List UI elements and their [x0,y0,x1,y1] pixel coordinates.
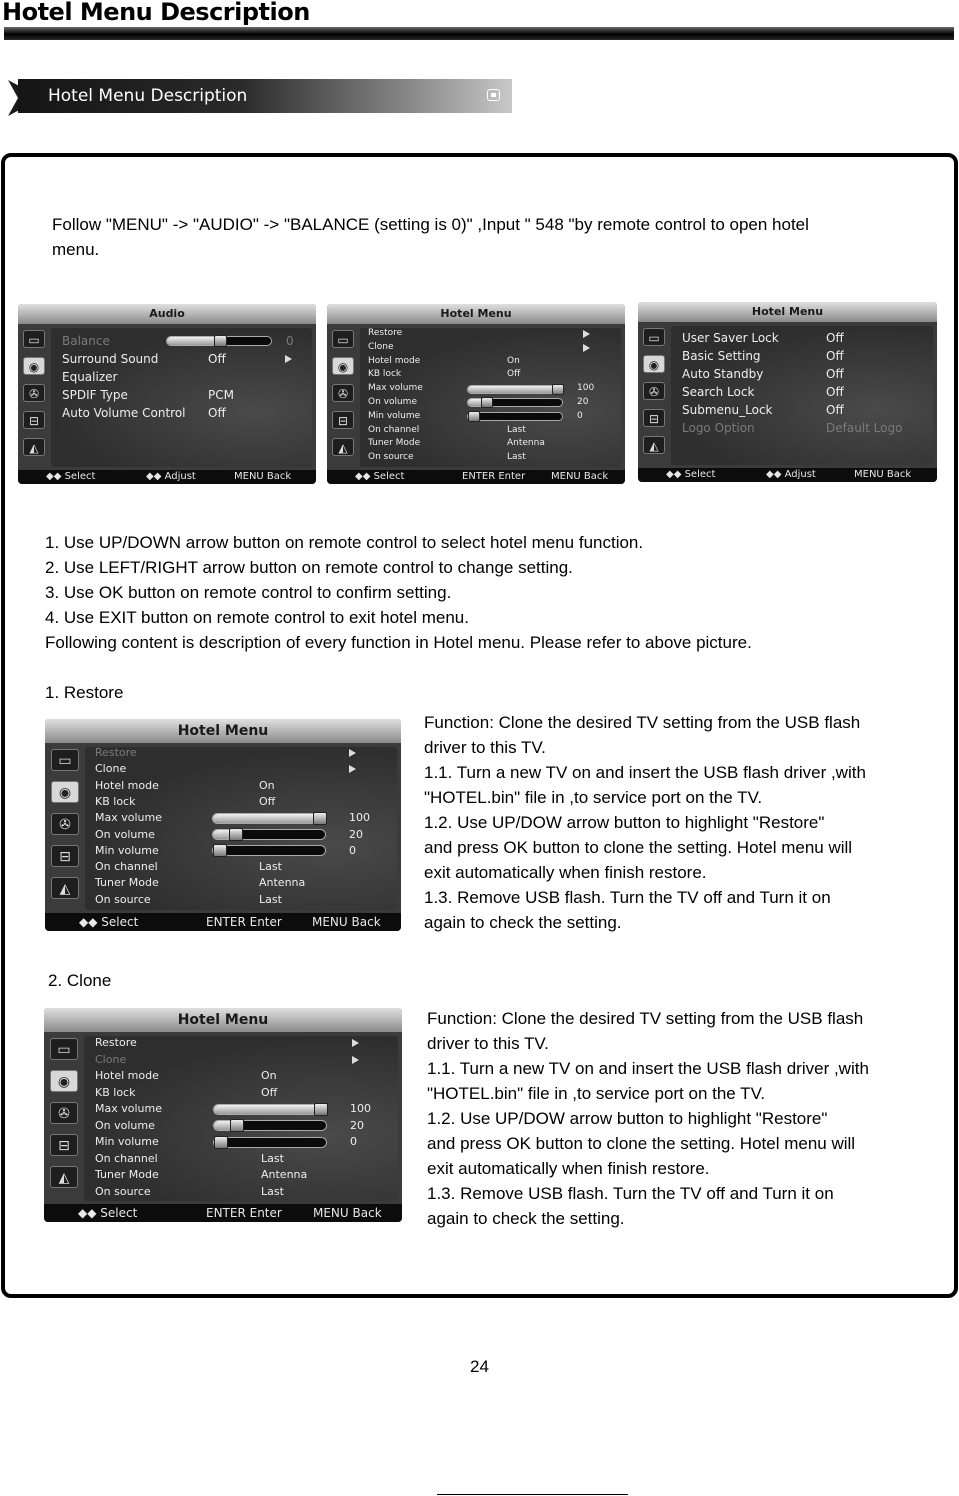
description-line: driver to this TV. [424,738,546,757]
input-icon: ◭ [23,438,45,456]
description-line: again to check the setting. [427,1209,625,1228]
footer-hint: MENU Back [234,471,292,482]
clone-menu-screenshot [44,1008,402,1222]
menu-row-label: Restore [95,746,137,759]
audio-icon: ◉ [332,357,354,375]
description-line: driver to this TV. [427,1034,549,1053]
lock-icon: ⊟ [643,409,665,427]
menu-row-value: Off [259,794,276,808]
input-icon: ◭ [51,877,79,899]
menu-row-value: Antenna [507,438,545,449]
description-line: 1.1. Turn a new TV on and insert the USB flash driver ,with [424,763,866,782]
stop-icon [487,89,500,101]
slider-knob [481,397,493,408]
restore-menu-screenshot [45,719,401,931]
menu-footer [44,1204,402,1222]
footer-hint: MENU Back [312,915,381,929]
footer-hint: ◆◆ Adjust [146,471,196,482]
menu-slider [212,845,326,856]
menu-row-value: 0 [349,843,356,857]
menu-row-label: KB lock [95,794,136,808]
chevron-right-icon [349,765,356,773]
menu-row-label: Max volume [95,811,162,825]
description-line: 1.1. Turn a new TV on and insert the USB flash driver ,with [427,1059,869,1078]
description-line: again to check the setting. [424,913,622,932]
menu-row-label: Logo Option [682,421,755,435]
menu-row-value: 0 [286,334,294,348]
intro-text [52,212,809,262]
menu-row-label: On source [95,892,151,906]
section-heading-clone: 2. Clone [48,971,112,990]
menu-row-value: 100 [349,811,370,825]
menu-slider [213,1104,327,1115]
input-icon: ◭ [50,1166,78,1188]
menu-slider [213,1137,327,1148]
menu-row-label: Clone [95,1052,127,1066]
menu-row-label: Basic Setting [682,349,761,363]
tv-icon: ▭ [51,749,79,771]
input-icon: ◭ [643,436,665,454]
description-line: and press OK button to clone the setting. Hotel menu will [424,838,853,857]
menu-slider [467,385,563,394]
menu-row-value: On [507,355,520,366]
menu-title: Audio [18,304,316,324]
slider-fill [213,814,325,823]
settings-icon: ✇ [50,1102,78,1124]
instruction-line: 4. Use EXIT button on remote control to exit hotel menu. [45,608,469,627]
menu-row-value: 0 [350,1135,357,1148]
chevron-right-icon [352,1039,359,1047]
menu-row-label: KB lock [368,369,402,380]
tv-icon: ▭ [643,328,665,346]
menu-title: Hotel Menu [44,1008,402,1032]
menu-row-label: Tuner Mode [368,438,421,449]
settings-icon: ✇ [51,813,79,835]
slider-fill [167,337,219,345]
menu-row-value: On [261,1069,277,1082]
description-line: 1.3. Remove USB flash. Turn the TV off and Turn it on [424,888,831,907]
menu-row-value: Antenna [259,876,306,890]
footer-hint: ENTER Enter [206,915,282,929]
menu-row-label: Hotel mode [368,355,421,366]
description-line: 1.3. Remove USB flash. Turn the TV off and Turn it on [427,1184,834,1203]
menu-slider [166,336,272,346]
intro-line: menu. [52,240,100,259]
description-line: exit automatically when finish restore. [427,1159,710,1178]
tv-icon: ▭ [23,330,45,348]
menu-row-value: Off [208,352,226,366]
menu-footer [327,470,625,484]
tv-icon: ▭ [332,330,354,348]
slider-knob [229,828,243,841]
instruction-line: 3. Use OK button on remote control to confirm setting. [45,583,452,602]
menu-title: Hotel Menu [327,304,625,324]
footer-hint: MENU Back [854,469,912,480]
menu-row-value: Off [826,385,844,399]
menu-row-label: Auto Volume Control [62,406,186,420]
chevron-right-icon [285,355,292,363]
menu-row-label: Min volume [95,843,159,857]
tv-icon: ▭ [50,1038,78,1060]
menu-row-label: Max volume [95,1102,162,1115]
menu-row-value: Last [259,892,282,906]
footer-hint: ◆◆ Adjust [766,469,816,480]
chevron-right-icon [583,330,590,338]
menu-row-value: Last [261,1151,284,1165]
hotel-menu-page2-screenshot [638,302,937,482]
menu-row-value: Off [826,349,844,363]
slider-knob [468,411,480,422]
lock-icon: ⊟ [50,1134,78,1156]
chevron-right-icon [352,1056,359,1064]
menu-row-label: Tuner Mode [95,876,159,890]
menu-row-value: Last [507,452,526,463]
menu-row-value: On [259,778,275,792]
footer-hint: ENTER Enter [462,471,526,482]
menu-row-value: 100 [350,1102,371,1115]
menu-row-label: On source [95,1184,151,1198]
instructions-text [45,530,752,655]
menu-row-label: Search Lock [682,385,755,399]
menu-row-label: Hotel mode [95,778,159,792]
description-line: "HOTEL.bin" file in ,to service port on the TV. [427,1084,766,1103]
audio-icon: ◉ [23,357,45,375]
audio-icon: ◉ [51,781,79,803]
chevron-right-icon [349,749,356,757]
menu-row-value: Last [261,1184,284,1198]
menu-row-label: Clone [95,762,127,776]
slider-fill [468,386,562,393]
menu-row-label: KB lock [95,1085,136,1099]
settings-icon: ✇ [643,382,665,400]
lock-icon: ⊟ [332,411,354,429]
slider-knob [214,335,227,347]
menu-row-label: On channel [368,424,420,435]
menu-footer [45,913,401,931]
lock-icon: ⊟ [23,411,45,429]
footer-hint: MENU Back [551,471,609,482]
page-number: 24 [470,1357,489,1376]
footer-hint: MENU Back [313,1206,382,1220]
description-line: Function: Clone the desired TV setting from the USB flash [427,1009,864,1028]
section-banner [18,79,512,113]
menu-row-value: Off [826,331,844,345]
menu-row-label: On volume [95,827,155,841]
slider-knob [313,812,327,825]
section-heading-restore: 1. Restore [45,683,124,702]
menu-row-value: Off [826,367,844,381]
description-line: and press OK button to clone the setting. Hotel menu will [427,1134,856,1153]
menu-row-value: Last [259,860,282,874]
menu-row-value: Off [208,406,226,420]
menu-row-label: On channel [95,860,158,874]
lock-icon: ⊟ [51,845,79,867]
footer-hint: ◆◆ Select [79,915,139,929]
footer-hint: ◆◆ Select [78,1206,138,1220]
menu-footer [18,470,316,484]
menu-row-label: Tuner Mode [95,1168,159,1181]
clone-description [427,1006,869,1231]
hotel-menu-screenshot [327,304,625,484]
intro-line: Follow "MENU" -> "AUDIO" -> "BALANCE (setting is 0)" ,Input " 548 "by remote control to open hotel [52,215,809,234]
settings-icon: ✇ [332,384,354,402]
menu-slider [212,813,326,824]
slider-fill [214,1105,326,1114]
menu-row-label: Restore [368,328,403,338]
menu-row-value: Antenna [261,1168,308,1181]
menu-row-label: User Saver Lock [682,331,779,345]
slider-knob [213,844,227,857]
audio-menu-screenshot [18,304,316,484]
section-banner-label: Hotel Menu Description [48,86,248,106]
footer-rule [437,1494,628,1495]
menu-slider [467,398,563,407]
title-rule [4,27,954,40]
instruction-line: 1. Use UP/DOWN arrow button on remote control to select hotel menu function. [45,533,644,552]
menu-title: Hotel Menu [45,719,401,743]
menu-row-label: On volume [368,397,417,407]
menu-row-label: Restore [95,1036,137,1049]
menu-row-value: 20 [349,827,363,841]
slider-knob [214,1136,228,1149]
menu-row-label: Max volume [368,383,423,394]
menu-row-value: 20 [577,397,589,407]
menu-row-value: Off [261,1085,278,1099]
instruction-line: Following content is description of every function in Hotel menu. Please refer to above picture. [45,633,752,652]
menu-row-value: 20 [350,1118,364,1132]
audio-icon: ◉ [643,355,665,373]
menu-row-label: Balance [62,334,110,348]
menu-row-value: Default Logo [826,421,903,435]
menu-row-value: 0 [577,410,583,421]
slider-knob [552,384,564,395]
input-icon: ◭ [332,438,354,456]
footer-hint: ◆◆ Select [46,471,96,482]
description-line: exit automatically when finish restore. [424,863,707,882]
menu-slider [213,1120,327,1131]
menu-row-label: On channel [95,1151,158,1165]
menu-row-value: Last [507,424,526,435]
menu-row-label: Clone [368,341,394,352]
menu-row-label: Surround Sound [62,352,159,366]
restore-description [424,710,866,935]
menu-row-value: Off [507,369,521,380]
menu-row-label: On source [368,452,414,463]
settings-icon: ✇ [23,384,45,402]
menu-footer [638,468,937,482]
description-line: 1.2. Use UP/DOW arrow button to highlight "Restore" [424,813,825,832]
menu-title: Hotel Menu [638,302,937,322]
chevron-right-icon [583,344,590,352]
menu-slider [467,412,563,421]
description-line: "HOTEL.bin" file in ,to service port on the TV. [424,788,763,807]
menu-row-label: SPDIF Type [62,388,128,402]
menu-row-value: PCM [208,388,234,402]
menu-row-label: Equalizer [62,370,118,384]
footer-hint: ENTER Enter [206,1206,282,1220]
menu-row-value: Off [826,403,844,417]
menu-row-label: Min volume [95,1135,159,1148]
menu-row-label: Auto Standby [682,367,764,381]
menu-slider [212,829,326,840]
description-line: 1.2. Use UP/DOW arrow button to highlight "Restore" [427,1109,828,1128]
footer-hint: ◆◆ Select [666,469,716,480]
slider-knob [230,1119,244,1132]
menu-row-label: Hotel mode [95,1069,159,1082]
menu-row-label: On volume [95,1118,155,1132]
audio-icon: ◉ [50,1070,78,1092]
page-title: Hotel Menu Description [2,0,310,26]
footer-hint: ◆◆ Select [355,471,405,482]
description-line: Function: Clone the desired TV setting from the USB flash [424,713,861,732]
menu-row-label: Submenu_Lock [682,403,773,417]
instruction-line: 2. Use LEFT/RIGHT arrow button on remote control to change setting. [45,558,573,577]
menu-row-label: Min volume [368,410,421,421]
menu-row-value: 100 [577,383,595,394]
slider-knob [314,1103,328,1116]
